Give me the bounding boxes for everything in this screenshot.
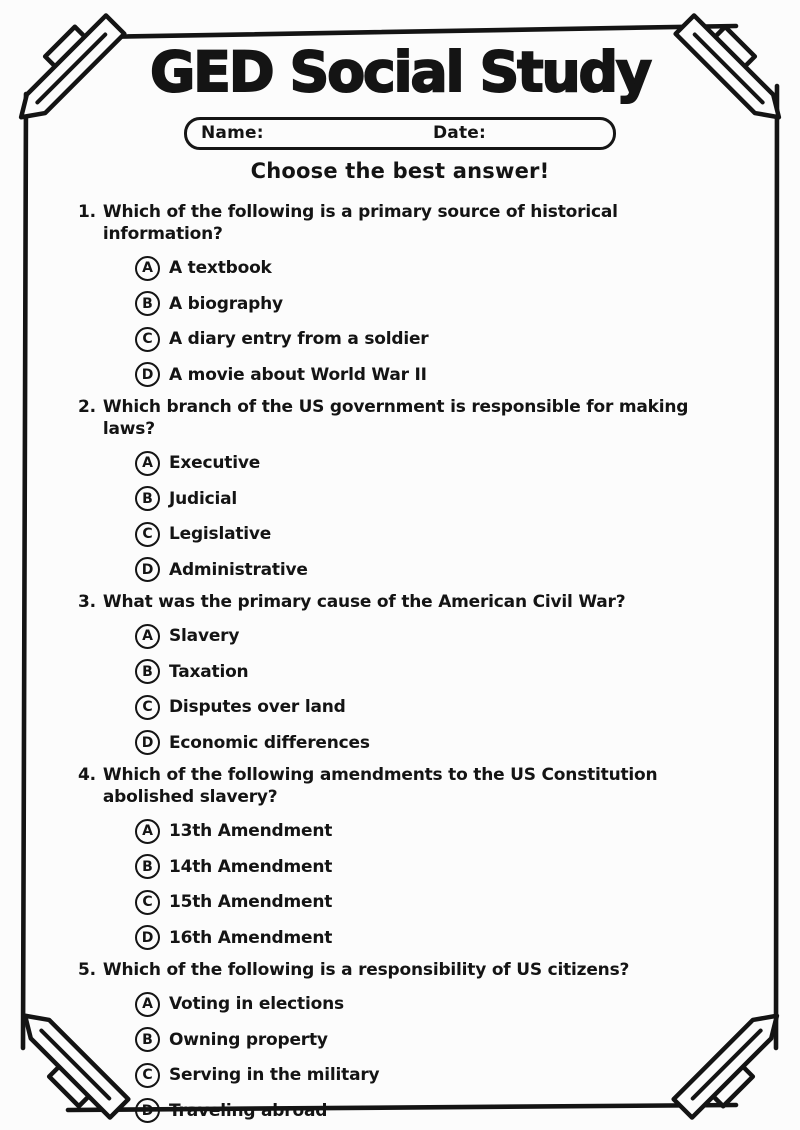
choice-bubble[interactable]: B: [135, 854, 160, 879]
answer-option[interactable]: [135, 481, 742, 517]
option-text: Taxation: [169, 661, 249, 682]
question-number: 4.: [78, 764, 96, 785]
question: [78, 959, 742, 1129]
option-text: Traveling abroad: [169, 1100, 328, 1121]
choice-bubble[interactable]: B: [135, 291, 160, 316]
question-text: Which of the following is a primary source of historical information?: [102, 201, 618, 244]
question-number: 2.: [78, 396, 96, 417]
option-text: Legislative: [169, 524, 272, 545]
option-text: 14th Amendment: [169, 856, 333, 877]
question: [78, 201, 742, 393]
option-text: Slavery: [169, 626, 240, 647]
page-title: GED Social Study: [150, 40, 650, 104]
instruction-text: Choose the best answer!: [250, 158, 550, 183]
name-date-box: [184, 117, 616, 150]
answer-option[interactable]: [135, 322, 742, 358]
answer-option[interactable]: [135, 1093, 742, 1129]
choice-bubble[interactable]: C: [135, 695, 160, 720]
option-text: 13th Amendment: [169, 821, 333, 842]
option-text: Judicial: [169, 488, 238, 509]
option-text: Economic differences: [169, 732, 370, 753]
answer-option[interactable]: [135, 446, 742, 482]
option-group: [78, 814, 742, 956]
choice-bubble[interactable]: A: [135, 624, 160, 649]
option-group: [78, 619, 742, 761]
question: [78, 764, 742, 956]
name-label: Name:: [201, 123, 264, 143]
choice-bubble[interactable]: C: [135, 327, 160, 352]
choice-bubble[interactable]: B: [135, 1027, 160, 1052]
answer-option[interactable]: [135, 725, 742, 761]
question-text: Which of the following is a responsibility of US citizens?: [102, 959, 630, 980]
answer-option[interactable]: [135, 251, 742, 287]
option-text: Voting in elections: [169, 994, 344, 1015]
option-text: 16th Amendment: [169, 927, 333, 948]
answer-option[interactable]: [135, 690, 742, 726]
question-text: Which branch of the US government is responsible for making laws?: [102, 396, 689, 439]
answer-option[interactable]: [135, 517, 742, 553]
choice-bubble[interactable]: D: [135, 557, 160, 582]
option-text: Serving in the military: [169, 1065, 380, 1086]
choice-bubble[interactable]: A: [135, 451, 160, 476]
choice-bubble[interactable]: B: [135, 486, 160, 511]
option-text: A textbook: [169, 258, 272, 279]
option-text: A movie about World War II: [169, 364, 427, 385]
answer-option[interactable]: [135, 1022, 742, 1058]
option-text: Disputes over land: [169, 697, 346, 718]
option-text: A biography: [169, 293, 283, 314]
choice-bubble[interactable]: B: [135, 659, 160, 684]
choice-bubble[interactable]: D: [135, 1098, 160, 1123]
answer-option[interactable]: [135, 987, 742, 1023]
date-label: Date:: [433, 122, 487, 143]
answer-option[interactable]: [135, 654, 742, 690]
option-group: [78, 446, 742, 588]
choice-bubble[interactable]: D: [135, 925, 160, 950]
option-group: [78, 987, 742, 1129]
answer-option[interactable]: [135, 619, 742, 655]
answer-option[interactable]: [135, 552, 742, 588]
option-text: A diary entry from a soldier: [169, 329, 429, 350]
choice-bubble[interactable]: A: [135, 819, 160, 844]
question-number: 1.: [78, 201, 96, 222]
question-number: 3.: [78, 591, 96, 612]
question-text: What was the primary cause of the American Civil War?: [102, 591, 626, 612]
answer-option[interactable]: [135, 920, 742, 956]
choice-bubble[interactable]: D: [135, 362, 160, 387]
choice-bubble[interactable]: D: [135, 730, 160, 755]
question-text: Which of the following amendments to the US Constitution abolished slavery?: [102, 764, 658, 807]
option-text: Owning property: [169, 1029, 328, 1050]
answer-option[interactable]: [135, 885, 742, 921]
answer-option[interactable]: [135, 1058, 742, 1094]
answer-option[interactable]: [135, 849, 742, 885]
choice-bubble[interactable]: C: [135, 522, 160, 547]
choice-bubble[interactable]: A: [135, 256, 160, 281]
option-group: [78, 251, 742, 393]
option-text: 15th Amendment: [169, 892, 333, 913]
question: [78, 396, 742, 588]
option-text: Administrative: [169, 559, 308, 580]
choice-bubble[interactable]: C: [135, 1063, 160, 1088]
answer-option[interactable]: [135, 357, 742, 393]
option-text: Executive: [169, 453, 261, 474]
choice-bubble[interactable]: C: [135, 890, 160, 915]
question-number: 5.: [78, 959, 96, 980]
answer-option[interactable]: [135, 814, 742, 850]
question: [78, 591, 742, 761]
question-list: [78, 201, 742, 1129]
choice-bubble[interactable]: A: [135, 992, 160, 1017]
answer-option[interactable]: [135, 286, 742, 322]
